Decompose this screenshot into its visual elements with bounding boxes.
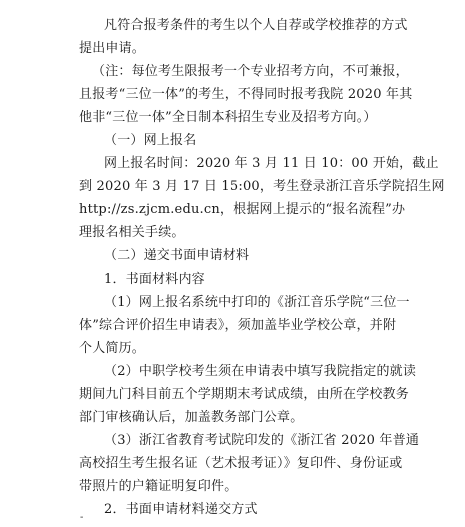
text-line: 凡符合报考条件的考生以个人自荐或学校推荐的方式 (104, 18, 408, 33)
text-line: http://zs.zjcm.edu.cn，根据网上提示的“报名流程”办 (79, 202, 406, 218)
text-line: 部门审核确认后，加盖教务部门公章。 (79, 409, 304, 425)
text-line: 提出申请。 (79, 41, 146, 57)
text-line: 理报名相关手续。 (79, 225, 185, 241)
subsection-heading: 2．书面申请材料递交方式 (104, 502, 258, 517)
subsection-heading: 1．书面材料内容 (104, 271, 205, 287)
text-line: 网上报名时间：2020 年 3 月 11 日 10：00 开始，截止 (104, 156, 439, 172)
text-line: 个人简历。 (79, 340, 146, 356)
section-heading: （一）网上报名 (104, 133, 197, 149)
corner-mark: - (80, 512, 84, 523)
text-line: （3）浙江省教育考试院印发的《浙江省 2020 年普通 (104, 432, 420, 448)
text-line: 带照片的户籍证明复印件。 (79, 478, 238, 494)
section-heading: （二）递交书面申请材料 (104, 248, 250, 264)
text-line: （1）网上报名系统中打印的《浙江音乐学院“三位一 (104, 294, 410, 310)
text-line: 期间九门科目前五个学期期末考试成绩，由所在学校教务 (79, 386, 410, 402)
text-line: （2）中职学校考生须在申请表中填写我院指定的就读 (104, 363, 417, 379)
text-line: 高校招生考生报名证（艺术报考证）》复印件、身份证或 (79, 455, 403, 471)
text-line: 体”综合评价招生申请表》，须加盖毕业学校公章，并附 (79, 317, 397, 333)
text-line: 他非“三位一体”全日制本科招生专业及招考方向。） (79, 110, 377, 126)
text-line: （注：每位考生限报考一个专业招考方向，不可兼报， (92, 64, 409, 80)
text-line: 到 2020 年 3 月 17 日 15:00，考生登录浙江音乐学院招生网 (79, 179, 445, 195)
text-line: 且报考“三位一体”的考生，不得同时报考我院 2020 年其 (79, 87, 413, 103)
